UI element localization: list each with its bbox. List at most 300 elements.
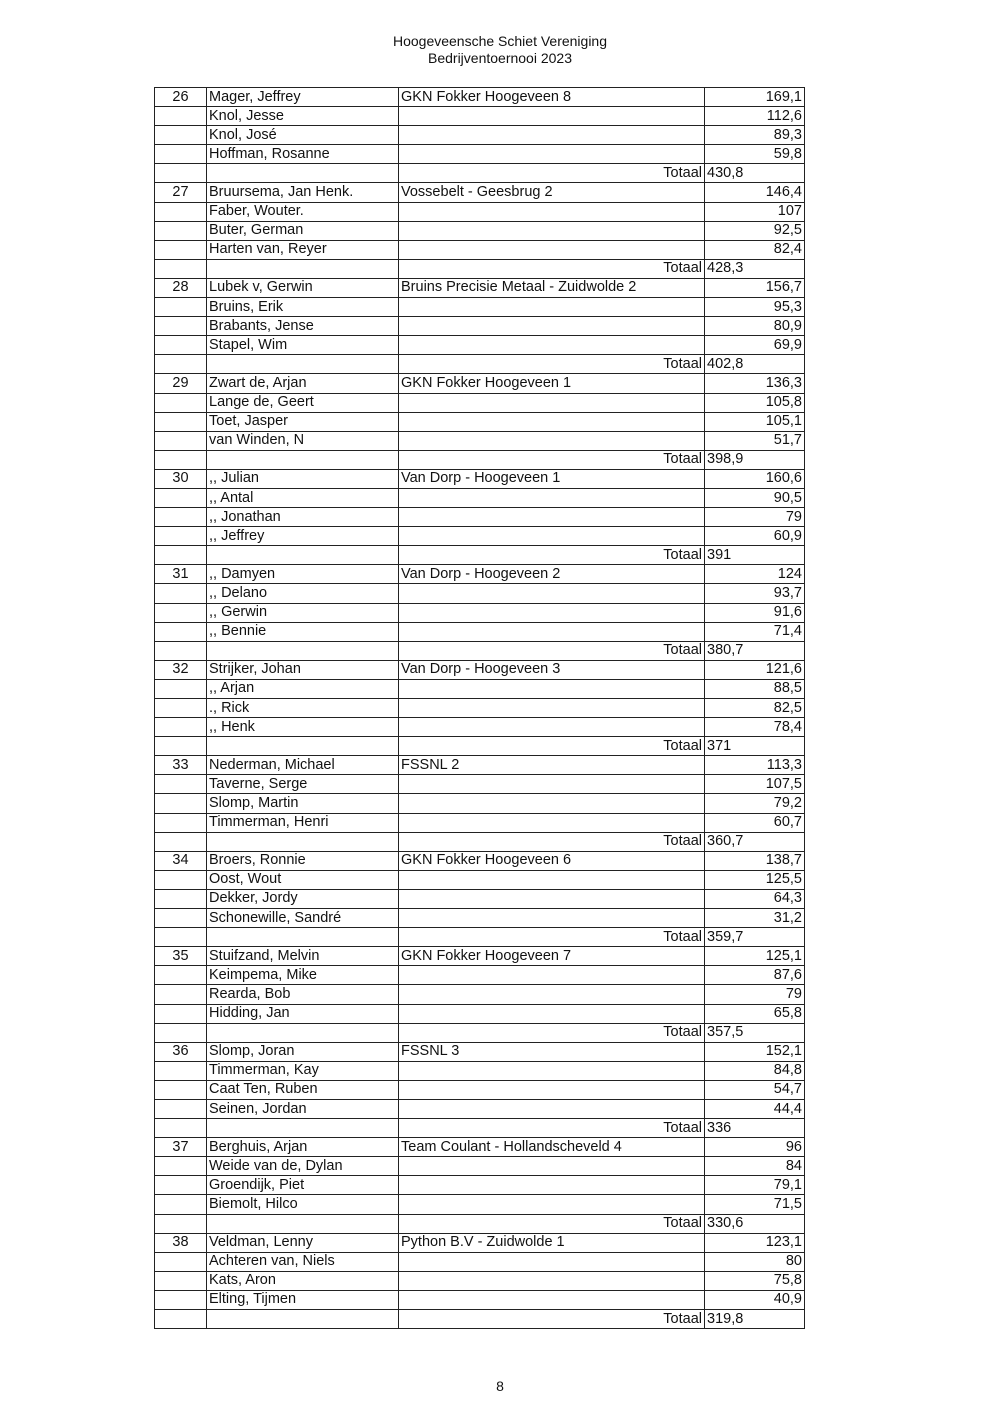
score-cell: 152,1 [705,1042,805,1061]
table-row [155,107,805,126]
shooter-name-cell: Stapel, Wim [207,336,399,355]
rank-cell [155,1004,207,1023]
score-cell: 95,3 [705,298,805,317]
total-row [155,1119,805,1138]
shooter-name-cell: Faber, Wouter. [207,202,399,221]
total-label-cell: Totaal [399,1214,705,1233]
table-row [155,393,805,412]
shooter-name-cell: Elting, Tijmen [207,1290,399,1309]
score-cell: 71,5 [705,1195,805,1214]
shooter-name-cell: Slomp, Martin [207,794,399,813]
team-name-cell [399,1157,705,1176]
rank-cell [155,317,207,336]
team-name-cell: GKN Fokker Hoogeveen 8 [399,88,705,107]
table-row [155,1176,805,1195]
shooter-name-cell: Weide van de, Dylan [207,1157,399,1176]
score-cell: 82,5 [705,699,805,718]
total-label-cell: Totaal [399,259,705,278]
rank-cell [155,202,207,221]
team-name-cell [399,298,705,317]
page-number: 8 [496,1378,504,1394]
total-label-cell: Totaal [399,1023,705,1042]
empty-cell [207,546,399,565]
team-name-cell [399,679,705,698]
rank-cell: 26 [155,88,207,107]
total-row [155,737,805,756]
total-value-cell: 319,8 [705,1310,805,1329]
table-row [155,183,805,202]
total-row [155,641,805,660]
shooter-name-cell: Stuifzand, Melvin [207,947,399,966]
team-name-cell [399,622,705,641]
score-cell: 90,5 [705,488,805,507]
rank-cell [155,718,207,737]
table-row [155,756,805,775]
total-row [155,832,805,851]
empty-cell [207,1310,399,1329]
total-value-cell: 380,7 [705,641,805,660]
score-cell: 44,4 [705,1099,805,1118]
score-cell: 79 [705,508,805,527]
rank-cell [155,107,207,126]
shooter-name-cell: Oost, Wout [207,870,399,889]
team-name-cell [399,431,705,450]
empty-cell [207,1023,399,1042]
rank-cell: 27 [155,183,207,202]
empty-cell [207,259,399,278]
total-row [155,1214,805,1233]
team-name-cell [399,985,705,1004]
empty-cell [155,737,207,756]
rank-cell: 35 [155,947,207,966]
team-name-cell [399,145,705,164]
empty-cell [155,259,207,278]
table-row [155,298,805,317]
team-name-cell [399,412,705,431]
score-cell: 112,6 [705,107,805,126]
empty-cell [155,928,207,947]
empty-cell [155,164,207,183]
score-cell: 84 [705,1157,805,1176]
table-row [155,278,805,297]
shooter-name-cell: Dekker, Jordy [207,889,399,908]
table-row [155,1157,805,1176]
total-value-cell: 430,8 [705,164,805,183]
shooter-name-cell: Hoffman, Rosanne [207,145,399,164]
total-label-cell: Totaal [399,355,705,374]
total-value-cell: 336 [705,1119,805,1138]
rank-cell [155,584,207,603]
shooter-name-cell: Taverne, Serge [207,775,399,794]
table-row [155,775,805,794]
table-row [155,622,805,641]
score-cell: 78,4 [705,718,805,737]
rank-cell [155,870,207,889]
team-name-cell: Van Dorp - Hoogeveen 3 [399,660,705,679]
rank-cell: 31 [155,565,207,584]
total-label-cell: Totaal [399,737,705,756]
club-name: Hoogeveensche Schiet Vereniging [392,33,608,49]
score-cell: 113,3 [705,756,805,775]
team-name-cell [399,584,705,603]
score-cell: 71,4 [705,622,805,641]
score-cell: 146,4 [705,183,805,202]
shooter-name-cell: Buter, German [207,221,399,240]
shooter-name-cell: ,, Arjan [207,679,399,698]
total-value-cell: 357,5 [705,1023,805,1042]
total-row [155,355,805,374]
total-label-cell: Totaal [399,1310,705,1329]
shooter-name-cell: Keimpema, Mike [207,966,399,985]
shooter-name-cell: Veldman, Lenny [207,1233,399,1252]
team-name-cell [399,1004,705,1023]
rank-cell: 29 [155,374,207,393]
rank-cell [155,1290,207,1309]
shooter-name-cell: Groendijk, Piet [207,1176,399,1195]
rank-cell: 32 [155,660,207,679]
table-row [155,603,805,622]
team-name-cell: GKN Fokker Hoogeveen 7 [399,947,705,966]
total-row [155,928,805,947]
shooter-name-cell: van Winden, N [207,431,399,450]
shooter-name-cell: ,, Jeffrey [207,527,399,546]
rank-cell [155,1252,207,1271]
rank-cell [155,775,207,794]
team-name-cell [399,889,705,908]
team-name-cell [399,1061,705,1080]
table-row [155,565,805,584]
shooter-name-cell: Mager, Jeffrey [207,88,399,107]
shooter-name-cell: Biemolt, Hilco [207,1195,399,1214]
table-row [155,336,805,355]
table-row [155,126,805,145]
shooter-name-cell: Bruins, Erik [207,298,399,317]
shooter-name-cell: Strijker, Johan [207,660,399,679]
score-cell: 91,6 [705,603,805,622]
team-name-cell [399,1252,705,1271]
score-cell: 84,8 [705,1061,805,1080]
team-name-cell [399,870,705,889]
team-name-cell [399,240,705,259]
rank-cell [155,622,207,641]
empty-cell [207,928,399,947]
team-name-cell: FSSNL 2 [399,756,705,775]
score-cell: 80,9 [705,317,805,336]
score-cell: 51,7 [705,431,805,450]
team-name-cell [399,202,705,221]
empty-cell [155,832,207,851]
rank-cell [155,1271,207,1290]
shooter-name-cell: ,, Delano [207,584,399,603]
score-cell: 125,1 [705,947,805,966]
results-table [154,87,805,1329]
score-cell: 54,7 [705,1080,805,1099]
total-label-cell: Totaal [399,546,705,565]
total-label-cell: Totaal [399,641,705,660]
table-row [155,909,805,928]
score-cell: 88,5 [705,679,805,698]
rank-cell: 33 [155,756,207,775]
score-cell: 87,6 [705,966,805,985]
rank-cell [155,393,207,412]
shooter-name-cell: Caat Ten, Ruben [207,1080,399,1099]
table-row [155,317,805,336]
rank-cell [155,966,207,985]
empty-cell [155,450,207,469]
team-name-cell [399,336,705,355]
table-row [155,374,805,393]
shooter-name-cell: Hidding, Jan [207,1004,399,1023]
shooter-name-cell: Lubek v, Gerwin [207,278,399,297]
team-name-cell: Team Coulant - Hollandscheveld 4 [399,1138,705,1157]
score-cell: 160,6 [705,469,805,488]
shooter-name-cell: ,, Gerwin [207,603,399,622]
table-row [155,1099,805,1118]
total-value-cell: 360,7 [705,832,805,851]
score-cell: 96 [705,1138,805,1157]
rank-cell: 28 [155,278,207,297]
table-row [155,488,805,507]
total-row [155,546,805,565]
shooter-name-cell: Lange de, Geert [207,393,399,412]
score-cell: 89,3 [705,126,805,145]
total-row [155,1023,805,1042]
score-cell: 31,2 [705,909,805,928]
rank-cell [155,126,207,145]
rank-cell: 30 [155,469,207,488]
table-row [155,1290,805,1309]
empty-cell [207,164,399,183]
rank-cell: 36 [155,1042,207,1061]
shooter-name-cell: Nederman, Michael [207,756,399,775]
total-row [155,450,805,469]
table-row [155,870,805,889]
score-cell: 125,5 [705,870,805,889]
table-row [155,1004,805,1023]
team-name-cell [399,775,705,794]
shooter-name-cell: Schonewille, Sandré [207,909,399,928]
table-row [155,1042,805,1061]
team-name-cell: Vossebelt - Geesbrug 2 [399,183,705,202]
total-row [155,1310,805,1329]
score-cell: 79 [705,985,805,1004]
shooter-name-cell: Zwart de, Arjan [207,374,399,393]
team-name-cell: GKN Fokker Hoogeveen 1 [399,374,705,393]
shooter-name-cell: Broers, Ronnie [207,851,399,870]
rank-cell [155,1195,207,1214]
table-row [155,966,805,985]
table-row [155,431,805,450]
tournament-title: Bedrijventoernooi 2023 [428,50,572,66]
shooter-name-cell: Slomp, Joran [207,1042,399,1061]
empty-cell [207,355,399,374]
empty-cell [155,1023,207,1042]
rank-cell: 38 [155,1233,207,1252]
team-name-cell [399,508,705,527]
team-name-cell [399,107,705,126]
team-name-cell: GKN Fokker Hoogeveen 6 [399,851,705,870]
empty-cell [207,1214,399,1233]
team-name-cell [399,966,705,985]
shooter-name-cell: Harten van, Reyer [207,240,399,259]
team-name-cell [399,1080,705,1099]
team-name-cell [399,1195,705,1214]
rank-cell [155,508,207,527]
shooter-name-cell: Seinen, Jordan [207,1099,399,1118]
team-name-cell [399,794,705,813]
rank-cell [155,336,207,355]
score-cell: 169,1 [705,88,805,107]
shooter-name-cell: ., Rick [207,699,399,718]
shooter-name-cell: Berghuis, Arjan [207,1138,399,1157]
total-label-cell: Totaal [399,928,705,947]
score-cell: 136,3 [705,374,805,393]
total-value-cell: 428,3 [705,259,805,278]
total-value-cell: 359,7 [705,928,805,947]
total-value-cell: 371 [705,737,805,756]
team-name-cell [399,1290,705,1309]
table-row [155,527,805,546]
table-row [155,508,805,527]
score-cell: 40,9 [705,1290,805,1309]
empty-cell [207,737,399,756]
total-value-cell: 330,6 [705,1214,805,1233]
table-row [155,699,805,718]
score-cell: 80 [705,1252,805,1271]
shooter-name-cell: Toet, Jasper [207,412,399,431]
shooter-name-cell: Brabants, Jense [207,317,399,336]
document-header [0,33,1000,67]
empty-cell [207,832,399,851]
team-name-cell [399,527,705,546]
table-row [155,1252,805,1271]
score-cell: 64,3 [705,889,805,908]
team-name-cell [399,488,705,507]
table-row [155,1271,805,1290]
total-row [155,164,805,183]
team-name-cell [399,1099,705,1118]
table-row [155,202,805,221]
rank-cell [155,298,207,317]
rank-cell [155,488,207,507]
team-name-cell [399,603,705,622]
table-row [155,469,805,488]
table-row [155,794,805,813]
team-name-cell [399,393,705,412]
empty-cell [207,641,399,660]
team-name-cell [399,909,705,928]
team-name-cell [399,1176,705,1195]
team-name-cell [399,126,705,145]
table-row [155,145,805,164]
shooter-name-cell: Knol, Jesse [207,107,399,126]
total-value-cell: 398,9 [705,450,805,469]
empty-cell [155,1310,207,1329]
shooter-name-cell: Knol, José [207,126,399,145]
score-cell: 69,9 [705,336,805,355]
rank-cell [155,1099,207,1118]
score-cell: 60,9 [705,527,805,546]
rank-cell [155,221,207,240]
results-body [155,88,805,1329]
table-row [155,660,805,679]
team-name-cell [399,813,705,832]
rank-cell: 37 [155,1138,207,1157]
shooter-name-cell: ,, Julian [207,469,399,488]
rank-cell [155,794,207,813]
shooter-name-cell: Kats, Aron [207,1271,399,1290]
team-name-cell: Bruins Precisie Metaal - Zuidwolde 2 [399,278,705,297]
score-cell: 60,7 [705,813,805,832]
team-name-cell [399,1271,705,1290]
team-name-cell [399,718,705,737]
total-row [155,259,805,278]
total-label-cell: Totaal [399,832,705,851]
score-cell: 138,7 [705,851,805,870]
score-cell: 59,8 [705,145,805,164]
score-cell: 75,8 [705,1271,805,1290]
team-name-cell: Van Dorp - Hoogeveen 1 [399,469,705,488]
rank-cell [155,240,207,259]
table-row [155,221,805,240]
total-label-cell: Totaal [399,164,705,183]
rank-cell [155,1061,207,1080]
empty-cell [155,641,207,660]
total-label-cell: Totaal [399,450,705,469]
team-name-cell [399,221,705,240]
shooter-name-cell: Bruursema, Jan Henk. [207,183,399,202]
score-cell: 124 [705,565,805,584]
table-row [155,718,805,737]
score-cell: 105,1 [705,412,805,431]
rank-cell [155,889,207,908]
score-cell: 79,2 [705,794,805,813]
empty-cell [155,355,207,374]
table-row [155,1138,805,1157]
table-row [155,1061,805,1080]
rank-cell [155,431,207,450]
empty-cell [155,546,207,565]
shooter-name-cell: Rearda, Bob [207,985,399,1004]
score-cell: 65,8 [705,1004,805,1023]
rank-cell: 34 [155,851,207,870]
rank-cell [155,909,207,928]
score-cell: 92,5 [705,221,805,240]
rank-cell [155,527,207,546]
rank-cell [155,603,207,622]
table-row [155,240,805,259]
shooter-name-cell: Timmerman, Kay [207,1061,399,1080]
total-value-cell: 402,8 [705,355,805,374]
total-value-cell: 391 [705,546,805,565]
team-name-cell [399,699,705,718]
table-row [155,1233,805,1252]
table-row [155,985,805,1004]
shooter-name-cell: ,, Damyen [207,565,399,584]
rank-cell [155,679,207,698]
shooter-name-cell: Timmerman, Henri [207,813,399,832]
rank-cell [155,1157,207,1176]
rank-cell [155,985,207,1004]
table-row [155,412,805,431]
table-row [155,1080,805,1099]
score-cell: 107 [705,202,805,221]
shooter-name-cell: Achteren van, Niels [207,1252,399,1271]
team-name-cell: FSSNL 3 [399,1042,705,1061]
empty-cell [155,1214,207,1233]
score-cell: 82,4 [705,240,805,259]
shooter-name-cell: ,, Henk [207,718,399,737]
